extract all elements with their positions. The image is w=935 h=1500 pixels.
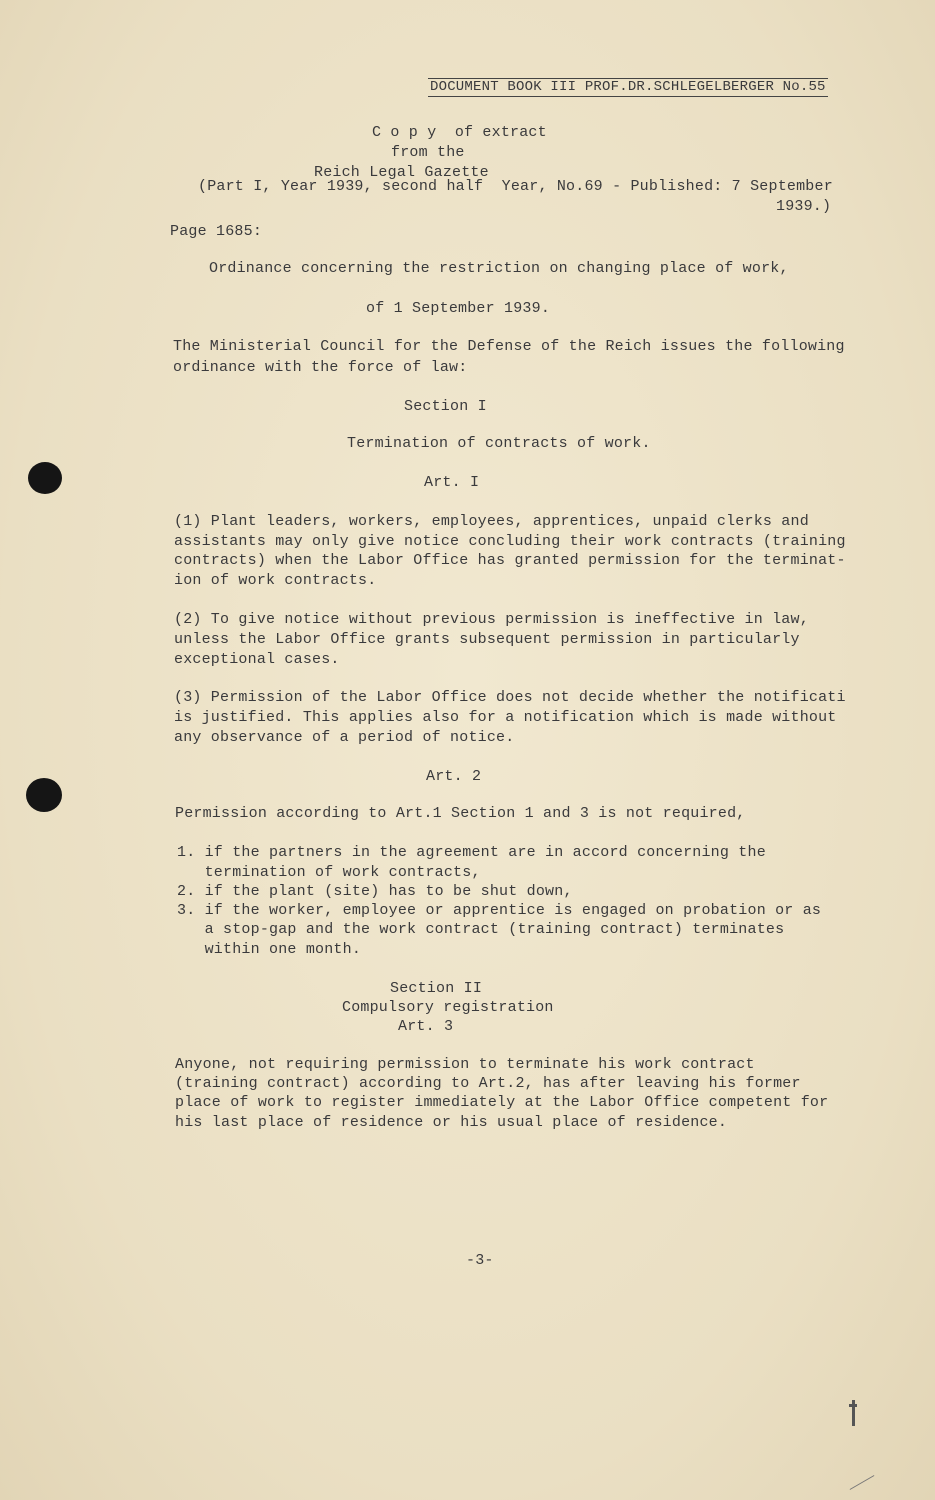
- title-line: (Part I, Year 1939, second half Year, No.69 - Published: 7 September: [198, 178, 833, 195]
- paragraph-line: any observance of a period of notice.: [174, 729, 515, 746]
- page-number: -3-: [466, 1252, 494, 1269]
- list-item: 1. if the partners in the agreement are in accord concerning the: [177, 844, 766, 861]
- paragraph-line: (training contract) according to Art.2, has after leaving his former: [175, 1075, 801, 1092]
- document-header: DOCUMENT BOOK III PROF.DR.SCHLEGELBERGER No.55: [430, 79, 826, 95]
- section-title: Termination of contracts of work.: [347, 435, 651, 452]
- page-reference: Page 1685:: [170, 223, 263, 240]
- paragraph-line: (1) Plant leaders, workers, employees, apprentices, unpaid clerks and: [174, 513, 809, 530]
- paragraph-line: his last place of residence or his usual place of residence.: [175, 1114, 728, 1131]
- title-line: 1939.): [776, 198, 832, 215]
- title-line: C o p y of extract: [372, 124, 547, 141]
- paragraph-line: Permission according to Art.1 Section 1 and 3 is not required,: [175, 805, 746, 822]
- paragraph-line: ion of work contracts.: [174, 572, 377, 589]
- paragraph-line: (3) Permission of the Labor Office does not decide whether the notificati: [174, 689, 846, 706]
- list-item: within one month.: [177, 941, 362, 958]
- section-heading: Section II: [390, 980, 483, 997]
- paragraph-line: place of work to register immediately at the Labor Office competent for: [175, 1094, 829, 1111]
- title-line: from the: [391, 144, 465, 161]
- list-item: a stop-gap and the work contract (training contract) terminates: [177, 921, 785, 938]
- list-item: 2. if the plant (site) has to be shut down,: [177, 883, 573, 900]
- preamble-line: The Ministerial Council for the Defense of the Reich issues the following: [173, 338, 845, 355]
- paragraph-line: unless the Labor Office grants subsequent permission in particularly: [174, 631, 800, 648]
- list-item: termination of work contracts,: [177, 864, 481, 881]
- paragraph-line: assistants may only give notice concluding their work contracts (training: [174, 533, 846, 550]
- paragraph-line: is justified. This applies also for a notification which is made without: [174, 709, 837, 726]
- pencil-mark: [849, 1404, 857, 1407]
- ordinance-date: of 1 September 1939.: [366, 300, 551, 317]
- title-line: Reich Legal Gazette: [314, 164, 489, 181]
- paragraph-line: contracts) when the Labor Office has granted permission for the terminat-: [174, 552, 846, 569]
- article-heading: Art. I: [424, 474, 480, 491]
- list-item: 3. if the worker, employee or apprentice is engaged on probation or as: [177, 902, 822, 919]
- section-heading: Section I: [404, 398, 487, 415]
- punch-hole: [26, 778, 62, 812]
- article-heading: Art. 2: [426, 768, 482, 785]
- section-title: Compulsory registration: [342, 999, 554, 1016]
- preamble-line: ordinance with the force of law:: [173, 359, 468, 376]
- article-heading: Art. 3: [398, 1018, 454, 1035]
- pencil-mark: [850, 1475, 875, 1490]
- paragraph-line: (2) To give notice without previous permission is ineffective in law,: [174, 611, 809, 628]
- paragraph-line: exceptional cases.: [174, 651, 340, 668]
- paragraph-line: Anyone, not requiring permission to terminate his work contract: [175, 1056, 755, 1073]
- punch-hole: [28, 462, 62, 494]
- ordinance-title: Ordinance concerning the restriction on changing place of work,: [209, 260, 789, 277]
